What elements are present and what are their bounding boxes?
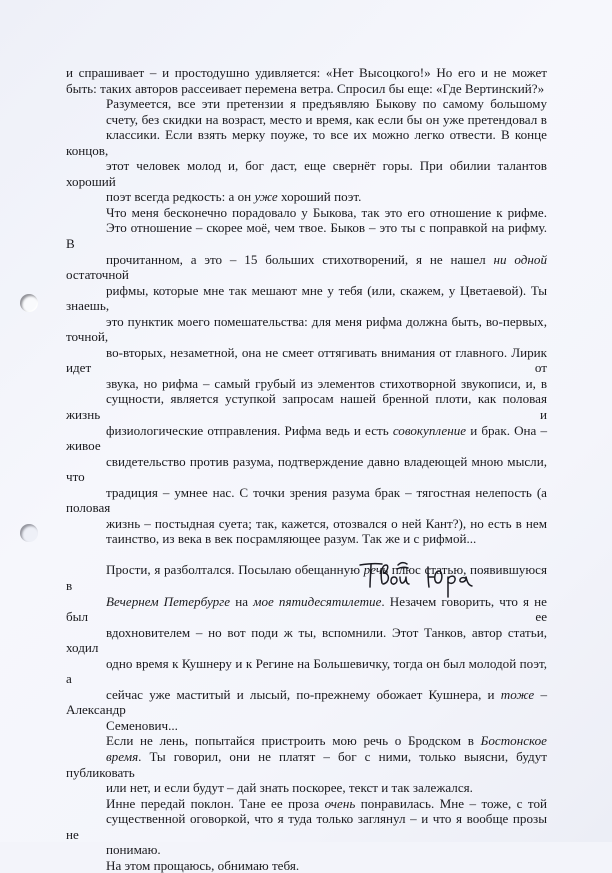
letter-line <box>66 454 547 485</box>
letter-line <box>66 687 547 718</box>
letter-line <box>66 96 547 112</box>
punch-hole-upper <box>20 294 38 312</box>
letter-line <box>66 625 547 656</box>
letter-line <box>66 842 547 858</box>
letter-line <box>66 656 547 687</box>
letter-body <box>66 65 547 873</box>
text-run: сейчас уже маститый и лысый, по-прежнему обожает Кушнера, и <box>106 686 501 702</box>
text-run: – Александр <box>66 686 547 718</box>
text-run: Если не лень, попытайся пристроить мою речь о Бродском в <box>106 733 481 749</box>
text-run: одно время к Кушнеру и к Регине на Большевичку, тогда он был молодой поэт, а <box>66 655 547 687</box>
letter-line <box>66 189 547 205</box>
letter-line <box>66 376 547 392</box>
text-run: плюс статью, появившуюся в <box>66 562 547 593</box>
text-run: сущности, является уступкой запросам нашей бренной плоти, как половая жизнь и <box>66 391 547 423</box>
text-run: быть: таких авторов рассеивает перемена ветра. Спросил бы еще: «Где Вертинский?» <box>66 80 545 96</box>
text-run: таинство, из века в век посрамляющее разум. Так же и с рифмой... <box>106 531 477 547</box>
text-run: во-вторых, незаметной, она не смеет оттягивать внимания от главного. Лирик идет от <box>66 344 547 376</box>
text-run: Разумеется, все эти претензии я предъявляю Быкову по самому большому <box>106 96 547 112</box>
italic-text: тоже <box>500 686 535 702</box>
letter-line <box>66 65 547 81</box>
text-run: и спрашивает – и простодушно удивляется: «Нет Высоцкого!» Но его и не может <box>66 65 547 80</box>
letter-line <box>66 423 547 454</box>
text-run: хороший поэт. <box>277 189 362 205</box>
text-run: жизнь – постыдная суета; так, кажется, отозвался о ней Кант?), но есть в нем <box>106 515 547 531</box>
text-run: прочитанном, а это – 15 больших стихотворений, я не нашел <box>106 251 494 267</box>
letter-line <box>66 220 547 251</box>
italic-text: Вечернем Петербурге <box>106 593 231 609</box>
text-run: или нет, и если будут – дай знать поскорее, текст и так залежался. <box>106 780 473 796</box>
punch-hole-lower <box>20 524 38 542</box>
text-run: На этом прощаюсь, обнимаю тебя. <box>106 857 300 873</box>
letter-paragraph <box>66 733 547 795</box>
text-run: Инне передай поклон. Тане ее проза <box>106 795 325 811</box>
text-run: и брак. Она – живое <box>66 422 548 454</box>
italic-text: очень <box>324 795 356 811</box>
italic-text: время <box>106 749 139 765</box>
text-run: Это отношение – скорее моё, чем твое. Быков – это ты с поправкой на рифму. В <box>66 220 547 252</box>
letter-line <box>66 485 547 516</box>
text-run: это пунктик моего помешательства: для меня рифма должна быть, во-первых, точной, <box>66 313 547 345</box>
text-run: Семенович... <box>106 717 178 733</box>
text-run: . Ты говорил, они не платят – бог с ними, только выясни, будут публиковать <box>66 749 547 780</box>
text-run: Что меня бесконечно порадовало у Быкова, так это его отношение к рифме. <box>106 204 547 220</box>
letter-line <box>66 796 547 812</box>
letter-paragraph <box>66 858 547 873</box>
italic-text: мое пятидесятилетие <box>253 593 382 609</box>
text-run: понравилась. Мне – тоже, с той <box>355 795 547 811</box>
letter-line <box>66 81 547 97</box>
letter-line <box>66 252 547 283</box>
letter-line <box>66 516 547 532</box>
letter-line <box>66 283 547 314</box>
text-run: вдохновителем – но вот поди ж ты, вспомнили. Этот Танков, автор статьи, ходил <box>66 624 547 656</box>
text-run: понимаю. <box>106 842 161 858</box>
text-run: . Незачем говорить, что я не был ее <box>66 593 547 625</box>
italic-text: уже <box>254 189 278 205</box>
letter-line <box>66 749 547 780</box>
letter-paragraph <box>66 65 547 96</box>
text-run: этот человек молод и, бог даст, еще свернёт горы. При обилии талантов хороший <box>66 158 547 189</box>
italic-text: Бостонское <box>480 733 547 749</box>
text-run: звука, но рифма – самый грубый из элементов стихотворной звукописи, и, в <box>106 375 547 391</box>
letter-line <box>66 531 547 547</box>
letter-line <box>66 314 547 345</box>
text-run: свидетельство против разума, подтверждение давно владеющей мною мысли, что <box>66 453 547 485</box>
letter-line <box>66 391 547 422</box>
letter-line <box>66 158 547 189</box>
letter-paragraph <box>66 96 547 205</box>
letter-line <box>66 345 547 376</box>
letter-paragraph <box>66 205 547 547</box>
text-run: существенной оговоркой, что я туда только заглянул – и что я вообще прозы не <box>66 811 547 842</box>
letter-line <box>66 112 547 128</box>
text-run: классики. Если взять мерку поуже, то все их можно легко отвести. В конце концов, <box>66 127 547 158</box>
text-run: традиция – умнее нас. С точки зрения разума брак – тягостная нелепость (а половая <box>66 484 547 516</box>
handwritten-signature <box>352 551 492 601</box>
letter-line <box>66 858 547 873</box>
text-run: поэт всегда редкость: а он <box>106 189 255 205</box>
letter-line <box>66 718 547 734</box>
letter-line <box>66 811 547 842</box>
letter-line <box>66 205 547 221</box>
text-run: рифмы, которые мне так мешают мне у тебя (или, скажем, у Цветаевой). Ты знаешь, <box>66 282 547 314</box>
text-run: Прости, я разболтался. Посылаю обещанную <box>106 562 364 578</box>
italic-text: речь <box>363 562 389 578</box>
letter-paragraph <box>66 796 547 858</box>
letter-line <box>66 127 547 158</box>
text-run: физиологические отправления. Рифма ведь и есть <box>106 422 393 438</box>
signature-icon <box>352 551 492 601</box>
text-run: остаточной <box>66 267 129 283</box>
italic-text: совокупление <box>392 422 467 438</box>
italic-text: ни одной <box>493 251 547 267</box>
text-run: на <box>230 593 254 609</box>
letter-line <box>66 733 547 749</box>
letter-line <box>66 780 547 796</box>
text-run: счету, без скидки на возраст, место и время, как если бы он уже претендовал в <box>106 111 547 127</box>
